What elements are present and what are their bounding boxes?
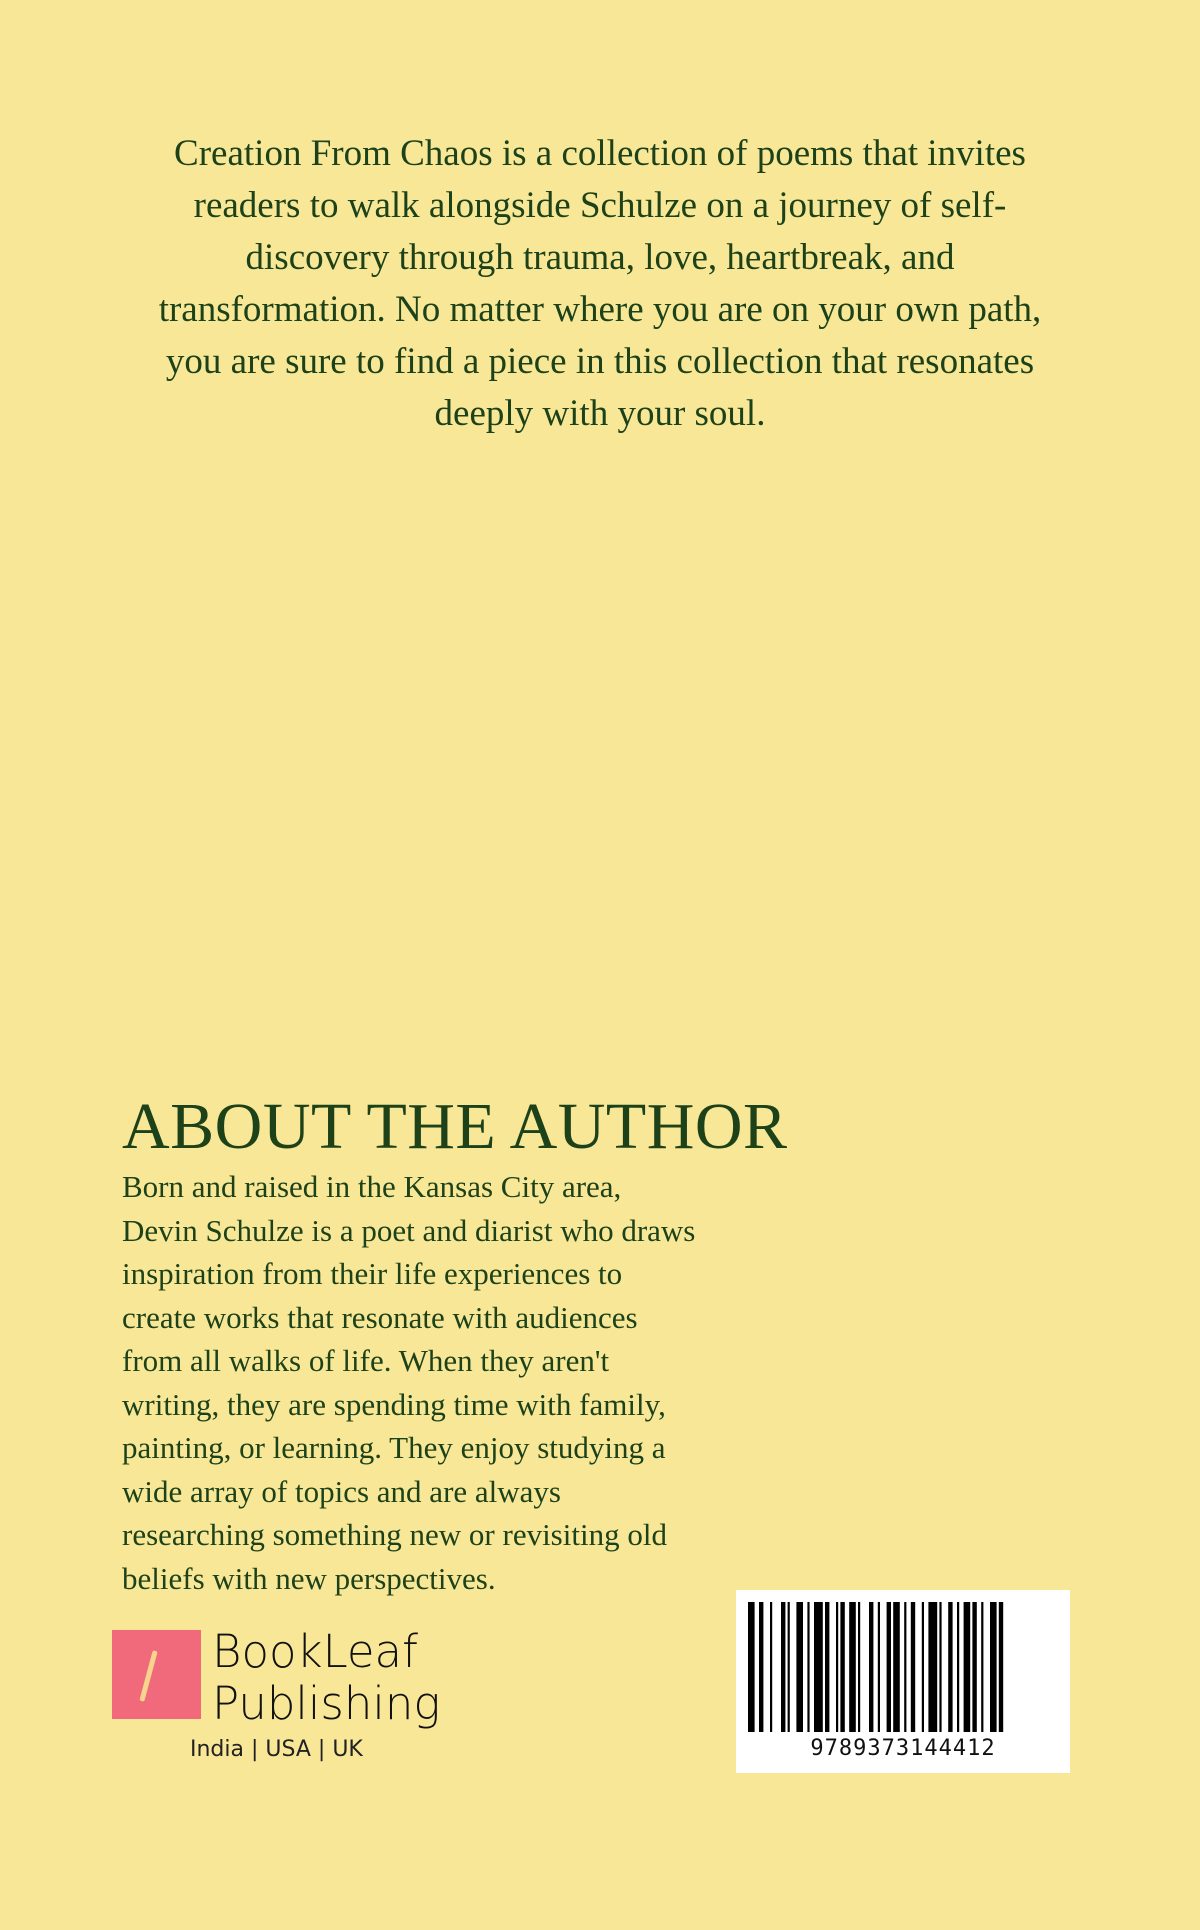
isbn-number: 9789373144412 xyxy=(810,1736,996,1761)
about-author-text xyxy=(122,1165,762,1600)
back-cover-blurb: Creation From Chaos is a collection of poems that invites readers to walk alongside Schulze on a journey of self-discovery through trauma, love, heartbreak, and transformation. No matter where you are on your own path, you are sure to find a piece in this collection that resonates deeply with your soul. xyxy=(158,133,1042,434)
about-line: Born and raised in the Kansas City area, xyxy=(122,1169,622,1204)
about-line: Devin Schulze is a poet and diarist who draws xyxy=(122,1212,696,1248)
publisher-name-line2: Publishing xyxy=(212,1677,441,1730)
about-line: create works that resonate with audiences xyxy=(122,1299,638,1335)
about-line: inspiration from their life experiences to xyxy=(122,1256,623,1291)
about-line: wide array of topics and are always xyxy=(122,1473,561,1509)
isbn-barcode xyxy=(736,1590,1070,1773)
publisher-logo-mark-icon xyxy=(112,1630,201,1719)
publisher-name-line1: BookLeaf xyxy=(212,1625,418,1678)
about-line: beliefs with new perspectives. xyxy=(122,1560,496,1596)
slash-icon xyxy=(139,1650,157,1702)
publisher-regions: India | USA | UK xyxy=(190,1737,363,1762)
barcode-bars-icon xyxy=(748,1602,1058,1732)
about-author-heading: ABOUT THE AUTHOR xyxy=(122,1090,788,1163)
publisher-name xyxy=(212,1626,440,1730)
about-line: researching something new or revisiting old xyxy=(122,1517,667,1552)
publisher-logo xyxy=(112,1625,452,1770)
about-line: writing, they are spending time with family, xyxy=(122,1386,666,1422)
about-line: painting, or learning. They enjoy studying a xyxy=(122,1430,666,1465)
about-line: from all walks of life. When they aren't xyxy=(122,1343,610,1378)
